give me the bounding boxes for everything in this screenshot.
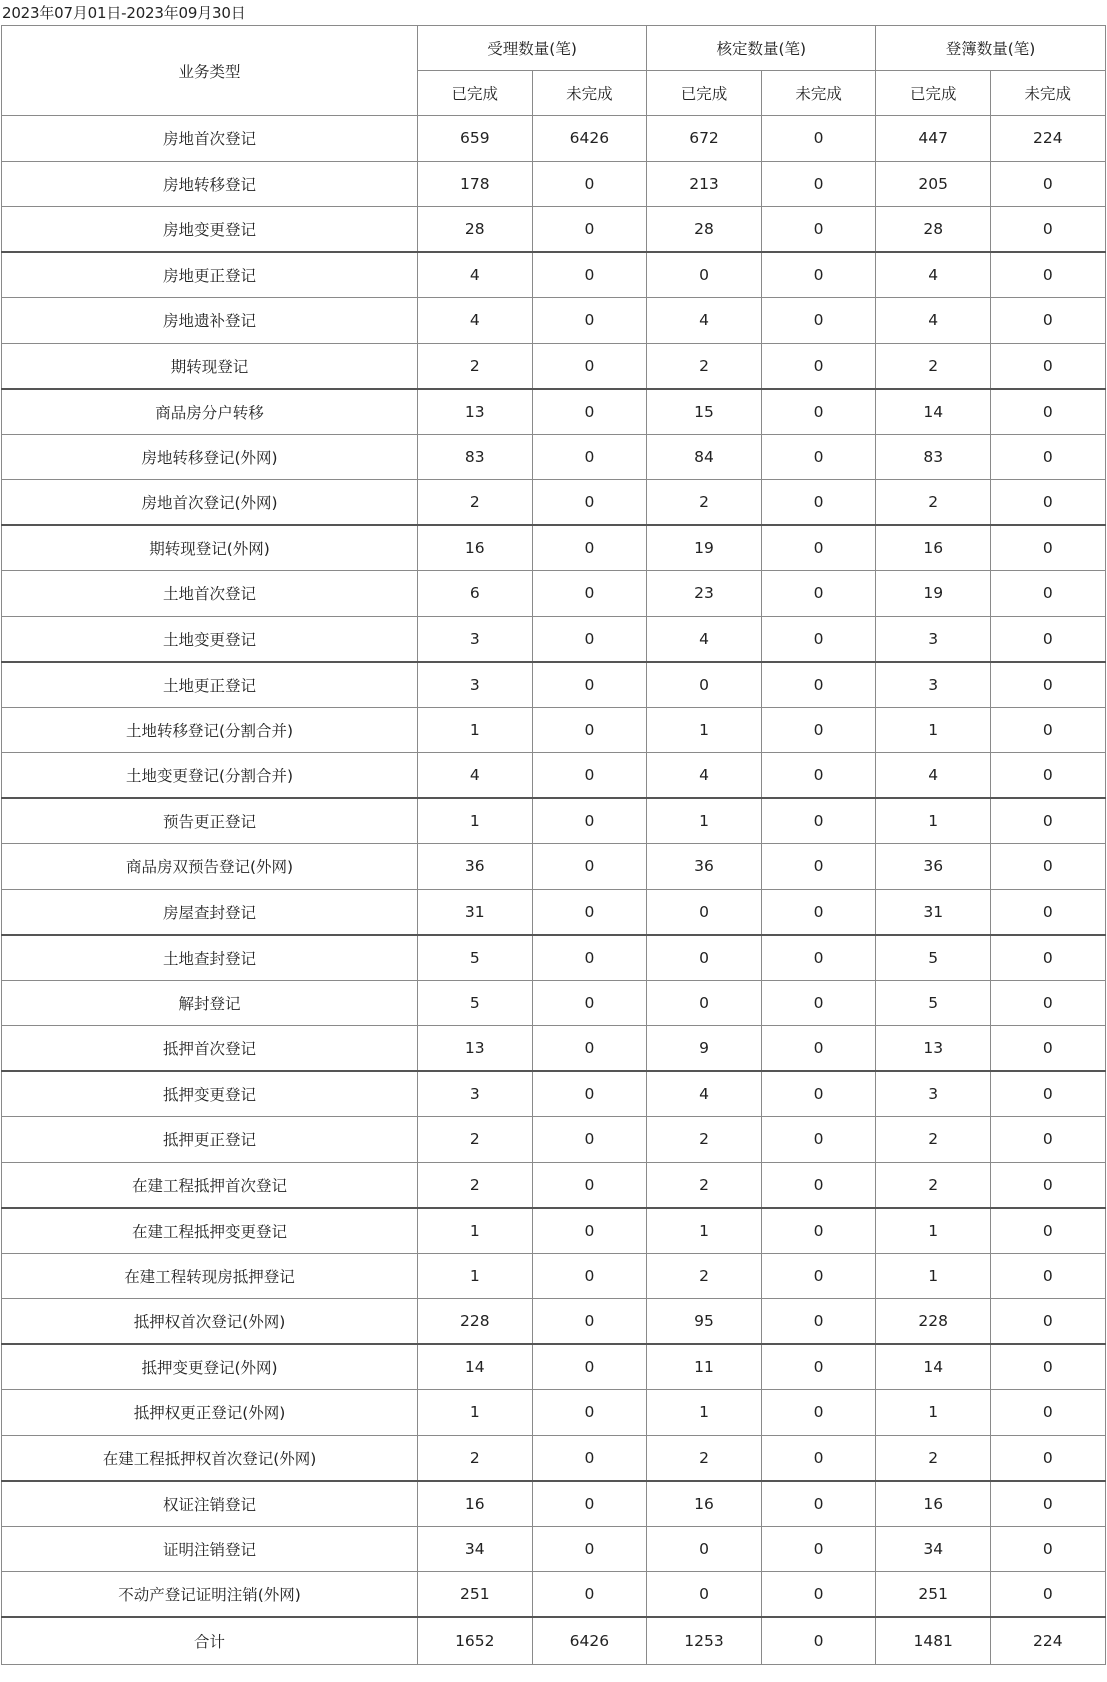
registered-undone-cell: 0 [991,707,1106,753]
header-group-registered: 登簿数量(笔) [876,26,1105,71]
verified-done-cell: 1253 [647,1617,762,1664]
verified-undone-cell: 0 [761,662,876,708]
verified-undone-cell: 0 [761,935,876,981]
registered-undone-cell: 0 [991,1299,1106,1345]
registered-undone-cell: 0 [991,1344,1106,1390]
business-type-cell: 抵押权首次登记(外网) [2,1299,418,1345]
verified-done-cell: 1 [647,1390,762,1436]
verified-done-cell: 4 [647,753,762,799]
verified-done-cell: 0 [647,1526,762,1572]
accepted-done-cell: 13 [418,389,533,435]
accepted-done-cell: 28 [418,207,533,253]
business-type-cell: 房屋查封登记 [2,889,418,935]
registered-done-cell: 447 [876,116,991,162]
verified-undone-cell: 0 [761,616,876,662]
business-type-cell: 土地更正登记 [2,662,418,708]
registered-undone-cell: 0 [991,1117,1106,1163]
business-type-cell: 土地转移登记(分割合并) [2,707,418,753]
header-group-accepted: 受理数量(笔) [418,26,647,71]
verified-done-cell: 0 [647,980,762,1026]
business-type-cell: 预告更正登记 [2,798,418,844]
accepted-done-cell: 228 [418,1299,533,1345]
verified-done-cell: 1 [647,707,762,753]
table-body [2,116,1106,1665]
registered-done-cell: 31 [876,889,991,935]
total-row [2,1617,1106,1664]
accepted-undone-cell: 0 [532,753,647,799]
accepted-done-cell: 13 [418,1026,533,1072]
accepted-done-cell: 1652 [418,1617,533,1664]
registered-done-cell: 4 [876,298,991,344]
table-row [2,1253,1106,1299]
table-row [2,980,1106,1026]
accepted-done-cell: 5 [418,935,533,981]
verified-undone-cell: 0 [761,707,876,753]
accepted-undone-cell: 0 [532,1435,647,1481]
verified-undone-cell: 0 [761,798,876,844]
verified-undone-cell: 0 [761,434,876,480]
table-row [2,616,1106,662]
accepted-undone-cell: 0 [532,798,647,844]
accepted-undone-cell: 0 [532,1026,647,1072]
verified-done-cell: 0 [647,252,762,298]
accepted-done-cell: 2 [418,343,533,389]
registered-undone-cell: 0 [991,434,1106,480]
accepted-done-cell: 4 [418,753,533,799]
registered-undone-cell: 0 [991,480,1106,526]
header-accepted-undone: 未完成 [532,71,647,116]
registered-undone-cell: 0 [991,161,1106,207]
registered-done-cell: 36 [876,844,991,890]
accepted-done-cell: 2 [418,1435,533,1481]
header-accepted-done: 已完成 [418,71,533,116]
registered-undone-cell: 0 [991,935,1106,981]
registered-undone-cell: 0 [991,753,1106,799]
table-row [2,1435,1106,1481]
business-type-cell: 抵押权更正登记(外网) [2,1390,418,1436]
accepted-undone-cell: 0 [532,480,647,526]
registration-statistics-table [1,25,1106,1665]
registered-undone-cell: 0 [991,1162,1106,1208]
table-row [2,844,1106,890]
verified-undone-cell: 0 [761,753,876,799]
verified-undone-cell: 0 [761,389,876,435]
registered-undone-cell: 0 [991,1026,1106,1072]
business-type-cell: 房地遗补登记 [2,298,418,344]
verified-undone-cell: 0 [761,1526,876,1572]
registered-done-cell: 1 [876,1390,991,1436]
business-type-cell: 不动产登记证明注销(外网) [2,1572,418,1618]
registered-undone-cell: 0 [991,616,1106,662]
accepted-done-cell: 1 [418,1390,533,1436]
registered-undone-cell: 0 [991,525,1106,571]
accepted-undone-cell: 0 [532,707,647,753]
registered-undone-cell: 0 [991,207,1106,253]
accepted-undone-cell: 0 [532,1253,647,1299]
accepted-done-cell: 1 [418,1208,533,1254]
verified-undone-cell: 0 [761,889,876,935]
registered-done-cell: 1481 [876,1617,991,1664]
registered-done-cell: 228 [876,1299,991,1345]
verified-undone-cell: 0 [761,252,876,298]
verified-done-cell: 4 [647,1071,762,1117]
verified-undone-cell: 0 [761,571,876,617]
verified-done-cell: 16 [647,1481,762,1527]
table-row [2,1481,1106,1527]
business-type-cell: 期转现登记(外网) [2,525,418,571]
accepted-undone-cell: 0 [532,616,647,662]
registered-done-cell: 83 [876,434,991,480]
table-row [2,1117,1106,1163]
table-row [2,1071,1106,1117]
accepted-done-cell: 251 [418,1572,533,1618]
business-type-cell: 土地变更登记(分割合并) [2,753,418,799]
accepted-done-cell: 3 [418,662,533,708]
registered-undone-cell: 0 [991,343,1106,389]
header-verified-undone: 未完成 [761,71,876,116]
accepted-done-cell: 4 [418,298,533,344]
registered-done-cell: 5 [876,980,991,1026]
verified-undone-cell: 0 [761,1162,876,1208]
verified-done-cell: 4 [647,298,762,344]
verified-undone-cell: 0 [761,343,876,389]
business-type-cell: 商品房分户转移 [2,389,418,435]
verified-done-cell: 2 [647,1117,762,1163]
accepted-undone-cell: 6426 [532,116,647,162]
verified-done-cell: 0 [647,935,762,981]
verified-done-cell: 0 [647,1572,762,1618]
registered-done-cell: 2 [876,1435,991,1481]
verified-done-cell: 2 [647,1162,762,1208]
verified-done-cell: 2 [647,343,762,389]
accepted-done-cell: 2 [418,480,533,526]
registered-done-cell: 1 [876,798,991,844]
accepted-done-cell: 16 [418,525,533,571]
accepted-undone-cell: 0 [532,207,647,253]
accepted-undone-cell: 0 [532,980,647,1026]
table-row [2,389,1106,435]
accepted-undone-cell: 0 [532,889,647,935]
table-row [2,480,1106,526]
accepted-done-cell: 31 [418,889,533,935]
table-row [2,252,1106,298]
table-row [2,1526,1106,1572]
registered-done-cell: 1 [876,1253,991,1299]
registered-done-cell: 14 [876,389,991,435]
accepted-done-cell: 178 [418,161,533,207]
registered-undone-cell: 0 [991,798,1106,844]
accepted-undone-cell: 0 [532,844,647,890]
registered-done-cell: 28 [876,207,991,253]
registered-undone-cell: 0 [991,844,1106,890]
registered-done-cell: 19 [876,571,991,617]
registered-done-cell: 1 [876,707,991,753]
registered-undone-cell: 0 [991,1071,1106,1117]
registered-undone-cell: 0 [991,1435,1106,1481]
business-type-cell: 合计 [2,1617,418,1664]
accepted-undone-cell: 0 [532,1481,647,1527]
verified-undone-cell: 0 [761,1481,876,1527]
verified-undone-cell: 0 [761,1026,876,1072]
verified-done-cell: 0 [647,889,762,935]
verified-undone-cell: 0 [761,1253,876,1299]
accepted-done-cell: 1 [418,707,533,753]
registered-done-cell: 2 [876,1117,991,1163]
registered-done-cell: 5 [876,935,991,981]
verified-done-cell: 9 [647,1026,762,1072]
accepted-undone-cell: 0 [532,343,647,389]
accepted-done-cell: 659 [418,116,533,162]
accepted-undone-cell: 0 [532,1526,647,1572]
header-row-groups [2,26,1106,71]
table-row [2,207,1106,253]
registered-undone-cell: 224 [991,116,1106,162]
verified-done-cell: 36 [647,844,762,890]
verified-undone-cell: 0 [761,1208,876,1254]
verified-undone-cell: 0 [761,116,876,162]
verified-done-cell: 672 [647,116,762,162]
table-row [2,935,1106,981]
verified-done-cell: 0 [647,662,762,708]
business-type-cell: 商品房双预告登记(外网) [2,844,418,890]
registered-undone-cell: 224 [991,1617,1106,1664]
accepted-done-cell: 36 [418,844,533,890]
table-row [2,753,1106,799]
table-row [2,571,1106,617]
accepted-undone-cell: 0 [532,1572,647,1618]
accepted-undone-cell: 0 [532,1390,647,1436]
verified-undone-cell: 0 [761,1617,876,1664]
verified-undone-cell: 0 [761,1390,876,1436]
accepted-undone-cell: 0 [532,389,647,435]
accepted-done-cell: 3 [418,616,533,662]
accepted-done-cell: 1 [418,1253,533,1299]
registered-done-cell: 13 [876,1026,991,1072]
header-business-type: 业务类型 [2,26,418,116]
registered-undone-cell: 0 [991,1253,1106,1299]
table-row [2,1162,1106,1208]
registered-undone-cell: 0 [991,1481,1106,1527]
verified-undone-cell: 0 [761,844,876,890]
registered-undone-cell: 0 [991,889,1106,935]
table-row [2,1026,1106,1072]
report-period: 2023年07月01日-2023年09月30日 [2,4,246,22]
verified-done-cell: 213 [647,161,762,207]
registered-done-cell: 3 [876,1071,991,1117]
verified-undone-cell: 0 [761,480,876,526]
verified-done-cell: 4 [647,616,762,662]
accepted-undone-cell: 0 [532,935,647,981]
registered-undone-cell: 0 [991,980,1106,1026]
registered-done-cell: 3 [876,662,991,708]
table-row [2,798,1106,844]
business-type-cell: 证明注销登记 [2,1526,418,1572]
header-registered-undone: 未完成 [991,71,1106,116]
verified-done-cell: 84 [647,434,762,480]
table-header [2,26,1106,116]
table-row [2,161,1106,207]
accepted-undone-cell: 0 [532,1299,647,1345]
business-type-cell: 房地转移登记 [2,161,418,207]
table-row [2,1208,1106,1254]
verified-undone-cell: 0 [761,1435,876,1481]
accepted-done-cell: 5 [418,980,533,1026]
business-type-cell: 房地转移登记(外网) [2,434,418,480]
registered-done-cell: 2 [876,480,991,526]
accepted-undone-cell: 0 [532,252,647,298]
verified-done-cell: 95 [647,1299,762,1345]
accepted-done-cell: 4 [418,252,533,298]
table-row [2,343,1106,389]
accepted-done-cell: 3 [418,1071,533,1117]
registered-done-cell: 3 [876,616,991,662]
business-type-cell: 土地首次登记 [2,571,418,617]
registered-done-cell: 251 [876,1572,991,1618]
registered-undone-cell: 0 [991,571,1106,617]
business-type-cell: 权证注销登记 [2,1481,418,1527]
business-type-cell: 土地查封登记 [2,935,418,981]
registered-done-cell: 2 [876,343,991,389]
accepted-undone-cell: 0 [532,1071,647,1117]
business-type-cell: 抵押更正登记 [2,1117,418,1163]
table-row [2,1572,1106,1618]
business-type-cell: 解封登记 [2,980,418,1026]
registered-done-cell: 14 [876,1344,991,1390]
registered-undone-cell: 0 [991,1390,1106,1436]
business-type-cell: 抵押变更登记 [2,1071,418,1117]
accepted-undone-cell: 0 [532,298,647,344]
business-type-cell: 房地首次登记 [2,116,418,162]
accepted-done-cell: 14 [418,1344,533,1390]
verified-undone-cell: 0 [761,980,876,1026]
verified-done-cell: 11 [647,1344,762,1390]
registered-done-cell: 4 [876,252,991,298]
table-row [2,1390,1106,1436]
table-row [2,889,1106,935]
verified-done-cell: 2 [647,1253,762,1299]
business-type-cell: 在建工程抵押变更登记 [2,1208,418,1254]
table-row [2,1299,1106,1345]
registered-undone-cell: 0 [991,389,1106,435]
registered-undone-cell: 0 [991,662,1106,708]
verified-done-cell: 28 [647,207,762,253]
table-row [2,707,1106,753]
registered-done-cell: 34 [876,1526,991,1572]
verified-undone-cell: 0 [761,207,876,253]
verified-undone-cell: 0 [761,161,876,207]
verified-done-cell: 15 [647,389,762,435]
accepted-done-cell: 2 [418,1117,533,1163]
verified-undone-cell: 0 [761,1572,876,1618]
accepted-done-cell: 34 [418,1526,533,1572]
accepted-undone-cell: 0 [532,1117,647,1163]
registered-done-cell: 16 [876,1481,991,1527]
registered-done-cell: 205 [876,161,991,207]
accepted-done-cell: 1 [418,798,533,844]
accepted-undone-cell: 0 [532,161,647,207]
verified-undone-cell: 0 [761,298,876,344]
table-row [2,298,1106,344]
business-type-cell: 房地变更登记 [2,207,418,253]
business-type-cell: 抵押变更登记(外网) [2,1344,418,1390]
accepted-undone-cell: 0 [532,571,647,617]
registered-undone-cell: 0 [991,298,1106,344]
business-type-cell: 在建工程转现房抵押登记 [2,1253,418,1299]
registered-undone-cell: 0 [991,1526,1106,1572]
verified-done-cell: 19 [647,525,762,571]
business-type-cell: 在建工程抵押首次登记 [2,1162,418,1208]
registered-done-cell: 1 [876,1208,991,1254]
business-type-cell: 房地更正登记 [2,252,418,298]
accepted-undone-cell: 0 [532,1344,647,1390]
business-type-cell: 抵押首次登记 [2,1026,418,1072]
accepted-done-cell: 16 [418,1481,533,1527]
registered-undone-cell: 0 [991,252,1106,298]
table-row [2,1344,1106,1390]
table-row [2,525,1106,571]
verified-undone-cell: 0 [761,525,876,571]
registered-undone-cell: 0 [991,1572,1106,1618]
header-verified-done: 已完成 [647,71,762,116]
business-type-cell: 期转现登记 [2,343,418,389]
business-type-cell: 土地变更登记 [2,616,418,662]
verified-done-cell: 2 [647,1435,762,1481]
accepted-undone-cell: 0 [532,662,647,708]
accepted-done-cell: 2 [418,1162,533,1208]
verified-done-cell: 1 [647,1208,762,1254]
table-row [2,434,1106,480]
accepted-undone-cell: 0 [532,1162,647,1208]
verified-undone-cell: 0 [761,1071,876,1117]
registered-undone-cell: 0 [991,1208,1106,1254]
table-row [2,662,1106,708]
accepted-undone-cell: 0 [532,434,647,480]
accepted-done-cell: 6 [418,571,533,617]
accepted-undone-cell: 0 [532,1208,647,1254]
header-registered-done: 已完成 [876,71,991,116]
registered-done-cell: 2 [876,1162,991,1208]
verified-done-cell: 23 [647,571,762,617]
header-group-verified: 核定数量(笔) [647,26,876,71]
verified-done-cell: 1 [647,798,762,844]
registered-done-cell: 4 [876,753,991,799]
registered-done-cell: 16 [876,525,991,571]
verified-undone-cell: 0 [761,1299,876,1345]
accepted-undone-cell: 0 [532,525,647,571]
verified-undone-cell: 0 [761,1117,876,1163]
business-type-cell: 在建工程抵押权首次登记(外网) [2,1435,418,1481]
verified-done-cell: 2 [647,480,762,526]
table-row [2,116,1106,162]
accepted-done-cell: 83 [418,434,533,480]
verified-undone-cell: 0 [761,1344,876,1390]
accepted-undone-cell: 6426 [532,1617,647,1664]
business-type-cell: 房地首次登记(外网) [2,480,418,526]
